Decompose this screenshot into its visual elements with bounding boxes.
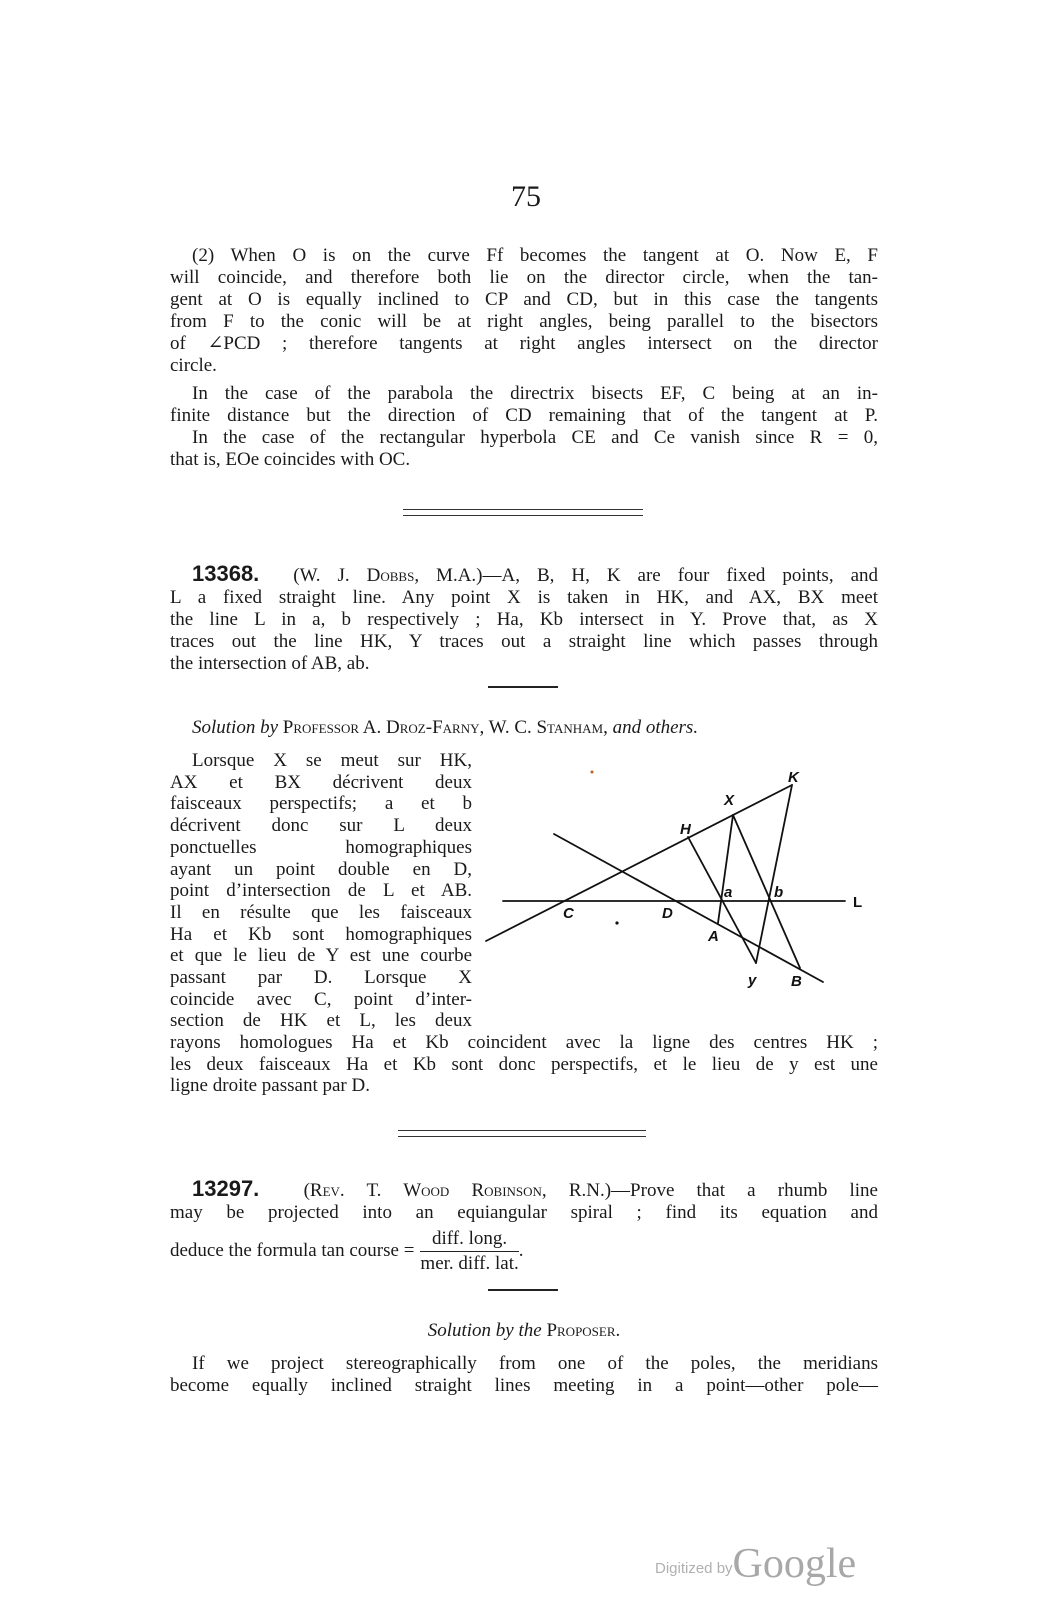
text-line: faisceaux perspectifs; a et b: [170, 793, 472, 815]
label-D: D: [662, 905, 673, 922]
line-HK: [486, 785, 792, 941]
text-line: may be projected into an equiangular spiral ; find its equation and: [170, 1202, 878, 1223]
text-line: will coincide, and therefore both lie on the director circle, when the tan-: [170, 267, 878, 288]
text-line: the intersection of AB, ab.: [170, 653, 370, 674]
text-line: —Prove that a rhumb line: [611, 1180, 878, 1201]
text-line: that is, EOe coincides with OC.: [170, 449, 411, 470]
formula-denominator: mer. diff. lat.: [420, 1253, 519, 1274]
text-line: ponctuelles homographiques: [170, 836, 472, 858]
text-line: ayant un point double en D,: [170, 858, 472, 880]
text-line: section de HK et L, les deux: [170, 1010, 472, 1032]
solution-heading: [170, 1320, 878, 1342]
text-line: L a fixed straight line. Any point X is taken in HK, and AX, BX meet: [170, 587, 878, 608]
text-line: passant par D. Lorsque X: [170, 967, 472, 989]
dot: [615, 921, 618, 924]
solution-author: Proposer.: [546, 1320, 621, 1341]
formula-suffix: .: [518, 1239, 524, 1261]
text-line: If we project stereographically from one of the poles, the meridians: [192, 1353, 878, 1374]
text-line: gent at O is equally inclined to CP and CD, but in this case the tangents: [170, 289, 878, 310]
text-line: (2) When O is on the curve Ff becomes the tangent at O. Now E, F: [192, 245, 878, 266]
text-line: circle.: [170, 355, 217, 376]
question-number: 13368.: [192, 561, 260, 586]
text-line: In the case of the parabola the directrix bisects EF, C being at an in-: [192, 383, 878, 404]
text-line: rayons homologues Ha et Kb coincident avec la ligne des centres HK ;: [170, 1032, 878, 1053]
text-line: finite distance but the direction of CD remaining that of the tangent at P.: [170, 405, 878, 426]
solution-prefix: Solution by the: [427, 1320, 542, 1341]
label-b: b: [774, 884, 784, 901]
text-line: traces out the line HK, Y traces out a straight line which passes through: [170, 631, 878, 652]
label-a: a: [724, 884, 733, 901]
text-line: et que le lieu de Y est une courbe: [170, 945, 472, 967]
solution-authors: Professor A. Droz-Farny, W. C. Stanham,: [282, 717, 608, 738]
label-K: K: [788, 769, 799, 786]
section-separator: [398, 1130, 646, 1137]
label-H: H: [680, 821, 691, 838]
text-line: become equally inclined straight lines meeting in a point—other pole—: [170, 1375, 878, 1396]
text-line: Ha et Kb sont homographiques: [170, 923, 472, 945]
text-line: point d’intersection de L et AB.: [170, 880, 472, 902]
line-Ha: [688, 837, 756, 963]
label-y: y: [748, 972, 757, 989]
line-AB: [554, 834, 823, 982]
solution-text: [170, 1353, 878, 1397]
text-line: In the case of the rectangular hyperbola CE and Ce vanish since R = 0,: [192, 427, 878, 448]
formula-prefix: deduce the formula tan course =: [170, 1239, 415, 1261]
question-header-line: [170, 1178, 878, 1202]
question-number: 13297.: [192, 1176, 260, 1201]
watermark-prefix: Digitized by: [655, 1560, 733, 1577]
label-B: B: [791, 973, 802, 990]
google-logo-text: Google: [732, 1541, 857, 1587]
solution-text-wide: [170, 1032, 878, 1097]
label-C: C: [563, 905, 574, 922]
formula-fraction: [420, 1228, 518, 1275]
short-separator: [488, 1289, 558, 1291]
text-line: les deux faisceaux Ha et Kb sont donc perspectifs, et le lieu de y est une: [170, 1053, 878, 1075]
label-A: A: [708, 928, 719, 945]
text-line: décrivent donc sur L deux: [170, 815, 472, 837]
text-line: —A, B, H, K are four fixed points, and: [482, 565, 878, 586]
google-watermark: [655, 1540, 856, 1588]
text-line: ligne droite passant par D.: [170, 1075, 370, 1097]
solution-prefix: Solution by: [192, 717, 279, 738]
question-13297: [170, 1178, 878, 1224]
question-author: (W. J. Dobbs, M.A.): [293, 565, 483, 586]
formula-numerator: diff. long.: [420, 1228, 518, 1252]
question-author: (Rev. T. Wood Robinson, R.N.): [303, 1180, 612, 1201]
label-X: X: [724, 792, 735, 809]
solution-suffix: and others.: [612, 717, 699, 738]
line-XB: [733, 815, 800, 968]
label-L: L: [853, 894, 863, 911]
text-line: from F to the conic will be at right angles, being parallel to the bisectors: [170, 311, 878, 332]
text-line: Lorsque X se meut sur HK,: [192, 750, 472, 771]
formula-line: [170, 1228, 878, 1275]
text-line: Il en résulte que les faisceaux: [170, 901, 472, 923]
speck: [591, 771, 594, 774]
text-line: of ∠PCD ; therefore tangents at right angles intersect on the director: [170, 333, 878, 354]
text-line: AX et BX décrivent deux: [170, 771, 472, 793]
text-line: coincide avec C, point d’inter-: [170, 988, 472, 1010]
page-number: 75: [511, 180, 541, 213]
text-line: the line L in a, b respectively ; Ha, Kb intersect in Y. Prove that, as X: [170, 609, 878, 630]
